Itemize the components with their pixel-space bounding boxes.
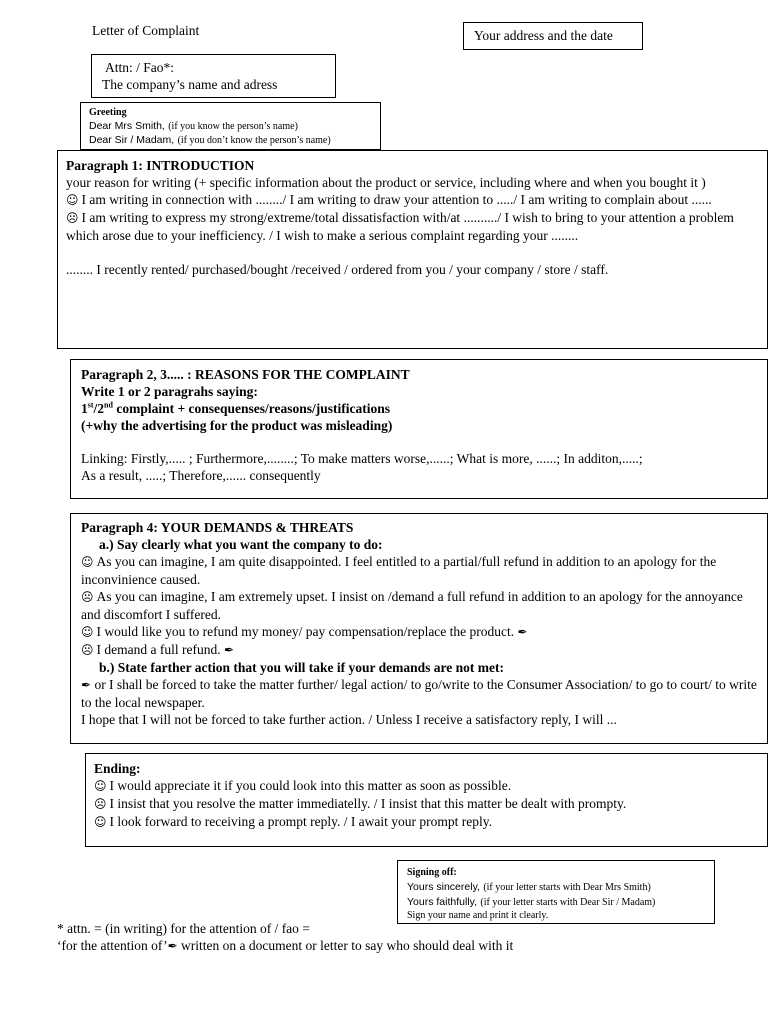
ending-heading: Ending: (94, 761, 141, 776)
paragraph2-complaint-line: 1st/2nd complaint + consequenses/reasons/justifications (81, 400, 391, 416)
signing-off-heading: Signing off: (407, 867, 457, 878)
ending-line-2: ☹ I insist that you resolve the matter immediatelly. / I insist that this matter be dealt with prompty. (94, 796, 627, 811)
greeting-line-unknown: Dear Sir / Madam, (if you don’t know the person’s name) (89, 134, 331, 146)
paragraph4-subheading-b: b.) State farther action that you will take if your demands are not met: (99, 660, 504, 675)
ending-line-3: ☺ I look forward to receiving a prompt reply. / I await your prompt reply. (94, 814, 493, 829)
greeting-line-known: Dear Mrs Smith, (if you know the person’s name) (89, 120, 298, 132)
signing-off-instruction: Sign your name and print it clearly. (407, 910, 549, 921)
paragraph4-box (70, 513, 768, 744)
address-date-label: Your address and the date (474, 28, 613, 43)
paragraph4-a1: ☺ As you can imagine, I am quite disappointed. I feel entitled to a partial/full refund in addition to an apology for the inconvinience caused. (81, 554, 717, 587)
paragraph1-box (57, 150, 768, 349)
paragraph4-heading: Paragraph 4: YOUR DEMANDS & THREATS (81, 520, 354, 535)
paragraph2-linking-2: As a result, .....; Therefore,...... consequently (81, 468, 321, 483)
pencil-icon: ✒ (167, 939, 178, 953)
signing-off-faithfully: Yours faithfully, (if your letter starts with Dear Sir / Madam) (407, 896, 656, 908)
paragraph2-advert-line: (+why the advertising for the product was misleading) (81, 418, 393, 433)
sad-face-icon: ☹ (81, 643, 94, 657)
address-date-box (463, 22, 643, 50)
happy-face-icon: ☺ (94, 779, 107, 793)
ending-box (85, 753, 768, 847)
greeting-box (80, 102, 381, 150)
happy-face-icon: ☺ (81, 625, 94, 639)
paragraph1-reason: your reason for writing (+ specific information about the product or service, including where and when you bought it ) (66, 175, 706, 190)
paragraph4-subheading-a: a.) Say clearly what you want the company to do: (99, 537, 383, 552)
paragraph4-a2: ☹ As you can imagine, I am extremely upset. I insist on /demand a full refund in addition to an apology for the annoyance and discomfort I suffered. (81, 589, 743, 622)
company-name-label: The company’s name and adress (102, 77, 278, 92)
sad-face-icon: ☹ (81, 590, 94, 604)
paragraph4-a4: ☹ I demand a full refund. ✒ (81, 642, 235, 657)
paragraph2-heading: Paragraph 2, 3..... : REASONS FOR THE COMPLAINT (81, 367, 410, 382)
paragraph2-box (70, 359, 768, 499)
pencil-icon: ✒ (223, 643, 235, 657)
attn-label: Attn: / Fao*: (105, 60, 175, 75)
footnote-line-1: * attn. = (in writing) for the attention of / fao = (57, 921, 310, 936)
paragraph2-write-line: Write 1 or 2 paragrahs saying: (81, 384, 258, 399)
signing-off-box (397, 860, 715, 924)
signing-off-sincerely: Yours sincerely, (if your letter starts with Dear Mrs Smith) (407, 881, 651, 893)
greeting-heading: Greeting (89, 107, 127, 118)
footnote-line-2: ‘for the attention of’✒ written on a document or letter to say who should deal with it (57, 938, 514, 953)
happy-face-icon: ☺ (94, 815, 107, 829)
page-title: Letter of Complaint (92, 23, 200, 38)
happy-face-icon: ☺ (66, 193, 79, 207)
paragraph1-heading: Paragraph 1: INTRODUCTION (66, 158, 255, 173)
happy-face-icon: ☺ (81, 555, 94, 569)
paragraph4-b1: ✒ or I shall be forced to take the matter further/ legal action/ to go/write to the Consumer Association/ to go to court/ to write to the local newspaper. (81, 677, 757, 710)
sad-face-icon: ☹ (66, 211, 79, 225)
paragraph4-a3: ☺ I would like you to refund my money/ pay compensation/replace the product. ✒ (81, 624, 528, 639)
paragraph1-sad-phrases: ☹ I am writing to express my strong/extreme/total dissatisfaction with/at ........../ I wish to bring to your attention a problem which arose due to your inefficiency. / I wish to make a serious complaint regarding your ........ (66, 210, 734, 243)
footnote (57, 920, 513, 955)
pencil-icon: ✒ (81, 678, 92, 692)
ending-line-1: ☺ I would appreciate it if you could look into this matter as soon as possible. (94, 778, 512, 793)
paragraph4-b2: I hope that I will not be forced to take further action. / Unless I receive a satisfactory reply, I will ... (81, 712, 617, 727)
paragraph1-happy-phrases: ☺ I am writing in connection with ......../ I am writing to draw your attention to ...../ I am writing to complain about ...... (66, 192, 712, 207)
pencil-icon: ✒ (517, 625, 528, 639)
attn-box (91, 54, 336, 98)
paragraph2-linking-1: Linking: Firstly,..... ; Furthermore,........; To make matters worse,......; What is more, ......; In additon,.....; (81, 451, 643, 466)
sad-face-icon: ☹ (94, 797, 107, 811)
paragraph1-recent: ........ I recently rented/ purchased/bought /received / ordered from you / your company / store / staff. (66, 262, 609, 277)
